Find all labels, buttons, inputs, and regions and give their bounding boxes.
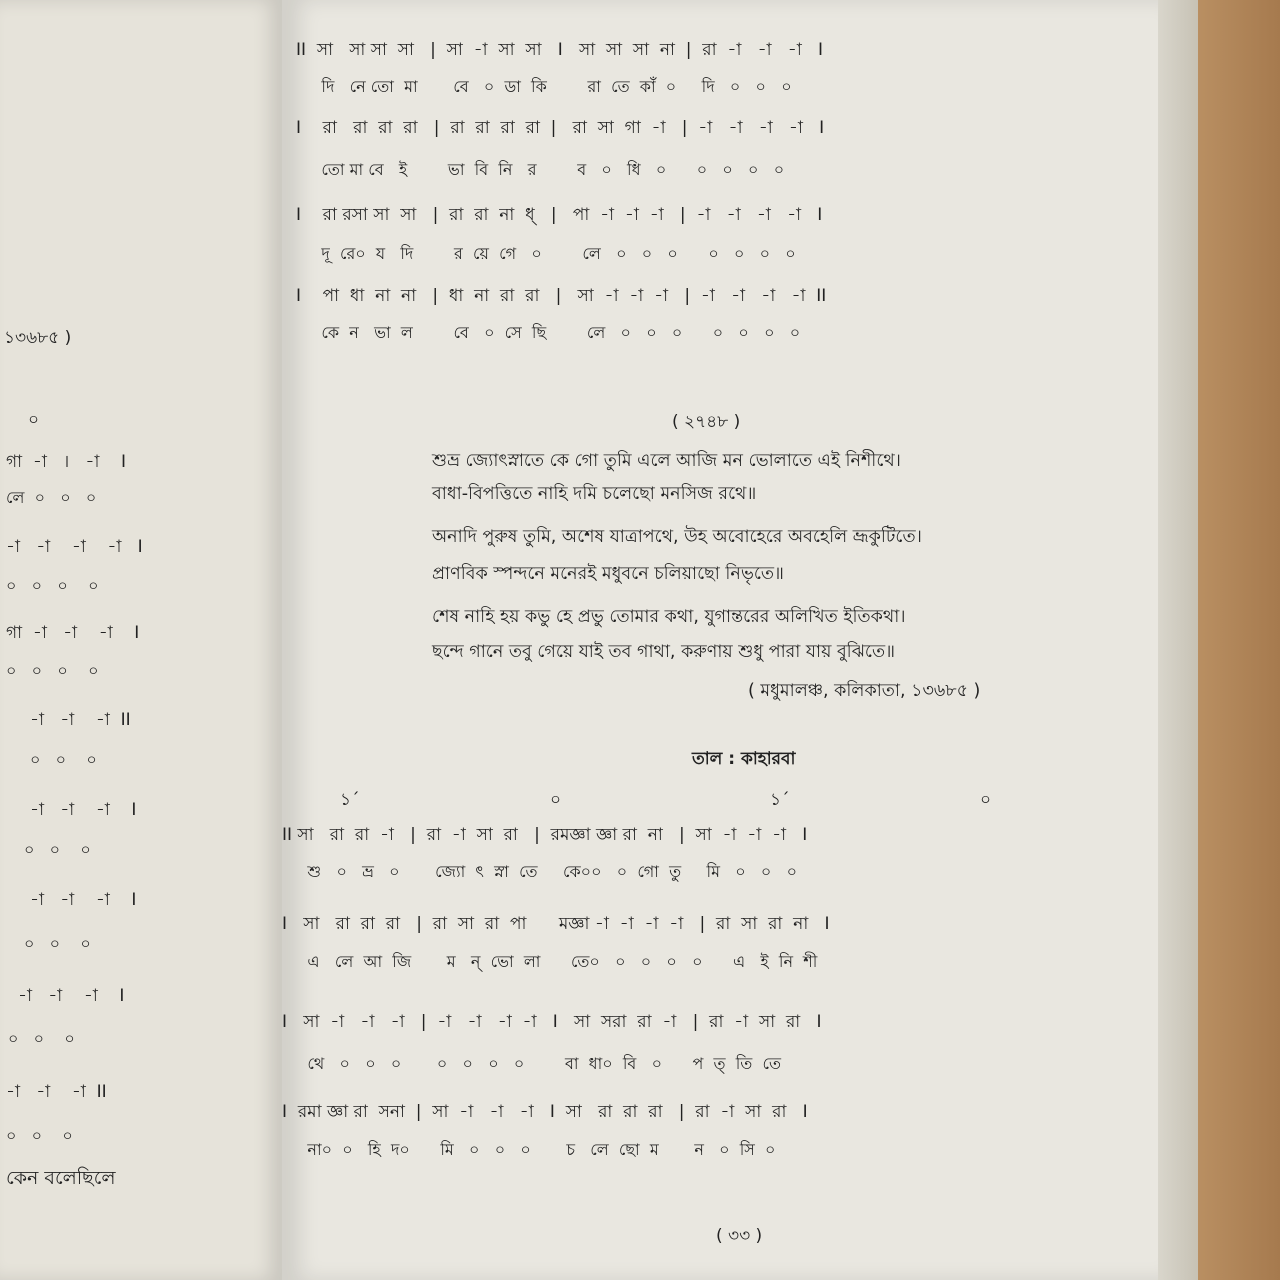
lyric-row: শু ০ ভ্র ০ জ্যো ৎ স্না তে কে০০ ০ গো তু মি ০ ০ ০ <box>282 862 797 881</box>
left-notation-row: -া -া -া II <box>30 710 131 730</box>
lyric-row: এ লে আ জি ম ন্ ভো লা তে০ ০ ০ ০ ০ এ ই নি শী <box>282 952 818 971</box>
left-lyric-row: লে ০ ০ ০ <box>6 488 97 507</box>
left-lyric-row: ০ ০ ০ ০ <box>6 576 99 595</box>
left-notation-row: -া -া -া I <box>18 986 125 1006</box>
left-notation-row: -া -া -া I <box>30 800 137 820</box>
notation-row: I রমা জ্ঞা রা সনা | সা -া -া -া I সা রা রা রা | রা -া সা রা I <box>282 1102 808 1122</box>
poem-line: শুভ্র জ্যোৎস্নাতে কে গো তুমি এলে আজি মন ভোলাতে এই নিশীথে। <box>432 451 901 471</box>
lyric-row: তো মা বে ই ভা বি নি র ব ০ ধি ০ ০ ০ ০ ০ <box>296 160 785 179</box>
notation-row: I রা রসা সা সা | রা রা না ধ্ | পা -া -া -া | -া -া -া -া I <box>296 205 823 225</box>
page-number: ( ৩৩ ) <box>716 1226 763 1246</box>
beat-mark: ১´ <box>340 790 360 810</box>
source-citation: ( মধুমালঞ্চ, কলিকাতা, ১৩৬৮৫ ) <box>748 681 981 701</box>
lyric-row: না০ ০ হি দ০ মি ০ ০ ০ চ লে ছো ম ন ০ সি ০ <box>282 1140 776 1159</box>
taal-heading: তাল : কাহারবা <box>692 749 796 769</box>
left-date-fragment: ১৩৬৮৫ ) <box>4 328 72 348</box>
left-lyric-row: ০ ০ ০ <box>24 934 91 953</box>
lyric-row: দূ রে০ য দি র য়ে গে ০ লে ০ ০ ০ ০ ০ ০ ০ <box>296 244 796 263</box>
lyric-row: দি নে তো মা বে ০ ডা কি রা তে কাঁ ০ দি ০ ০ ০ <box>296 77 792 96</box>
left-notation-row: -া -া -া I <box>30 890 137 910</box>
wooden-surface <box>1198 0 1280 1280</box>
notation-row: II সা রা রা -া | রা -া সা রা | রমজ্ঞা জ্ঞা রা না | সা -া -া -া I <box>282 825 808 845</box>
poem-line: ছন্দে গানে তবু গেয়ে যাই তব গাথা, করুণায় শুধু পারা যায় বুঝিতে॥ <box>432 642 895 662</box>
page-edge <box>1158 0 1198 1280</box>
left-lyric-row: ০ ০ ০ <box>8 1029 75 1048</box>
poem-line: শেষ নাহি হয় কভু হে প্রভু তোমার কথা, যুগান্তরের অলিখিত ইতিকথা। <box>432 607 906 627</box>
notation-row: I সা রা রা রা | রা সা রা পা মজ্ঞা -া -া -া -া | রা সা রা না I <box>282 914 830 934</box>
left-page <box>0 0 282 1280</box>
left-notation-row: -া -া -া -া I <box>6 537 143 557</box>
poem-line: অনাদি পুরুষ তুমি, অশেষ যাত্রাপথে, উহ অবোহেরে অবহেলি ভ্রূকুটিতে। <box>432 527 922 547</box>
beat-mark: ১´ <box>770 790 790 810</box>
notation-row: I সা -া -া -া | -া -া -া -া I সা সরা রা -া | রা -া সা রা I <box>282 1012 822 1032</box>
lyric-row: থে ০ ০ ০ ০ ০ ০ ০ বা ধা০ বি ০ প ত্ তি তে <box>282 1054 781 1073</box>
poem-line: প্রাণবিক স্পন্দনে মনেরই মধুবনে চলিয়াছো নিভৃতে॥ <box>432 564 784 584</box>
lyric-row: কে ন ভা ল বে ০ সে ছি লে ০ ০ ০ ০ ০ ০ ০ <box>296 323 801 342</box>
left-notation-row: গা -া । -া I <box>6 452 126 472</box>
left-lyric-row: ০ ০ ০ <box>6 1126 73 1145</box>
left-notation-row: গা -া -া -া I <box>6 623 140 643</box>
right-page <box>282 0 1158 1280</box>
left-lyric-row: ০ ০ ০ <box>24 840 91 859</box>
left-notation-row: ০ <box>28 410 40 430</box>
beat-mark: ০ <box>980 790 992 810</box>
left-notation-row: -া -া -া II <box>6 1082 107 1102</box>
notation-row: I পা ধা না না | ধা না রা রা | সা -া -া -া | -া -া -া -া II <box>296 286 827 306</box>
notation-row: II সা সা সা সা | সা -া সা সা I সা সা সা না | রা -া -া -া I <box>296 40 824 60</box>
left-lyric-row: ০ ০ ০ <box>30 750 97 769</box>
song-number: ( ২৭৪৮ ) <box>672 412 741 432</box>
notation-row: I রা রা রা রা | রা রা রা রা | রা সা গা -া | -া -া -া -া I <box>296 118 825 138</box>
left-footer-text: কেন বলেছিলে <box>6 1167 116 1189</box>
poem-line: বাধা-বিপত্তিতে নাহি দমি চলেছো মনসিজ রথে॥ <box>432 484 757 504</box>
beat-mark: ০ <box>550 790 562 810</box>
left-lyric-row: ০ ০ ০ ০ <box>6 661 99 680</box>
